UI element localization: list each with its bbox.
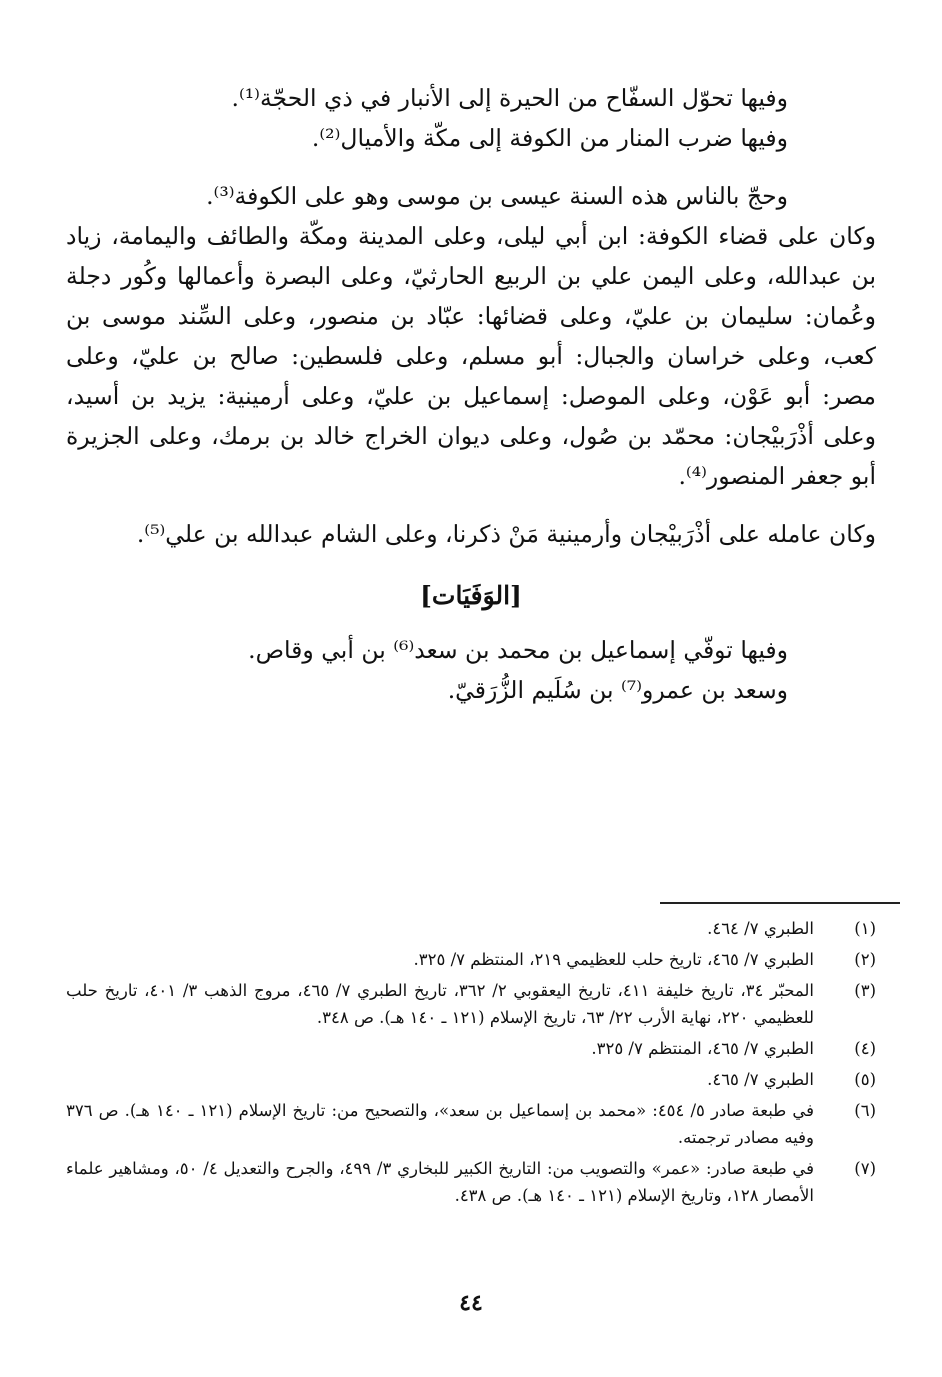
section-heading: [الوَفَيَات] xyxy=(420,581,522,610)
footnote-separator xyxy=(660,902,900,904)
footnote-7 xyxy=(66,1155,876,1209)
footnote-number: (٧) xyxy=(854,1159,876,1178)
footnote-number: (٥) xyxy=(854,1070,876,1089)
footnotes xyxy=(66,915,876,1213)
footnote-number: (٤) xyxy=(854,1039,876,1058)
footnote-text: في طبعة صادر ٥/ ٤٥٤: «محمد بن إسماعيل بن سعد»، والتصحيح من: تاريخ الإسلام (١٢١ ـ ١٤٠ هـ). ص ٣٧٦ وفيه مصادر ترجمته. xyxy=(66,1101,815,1147)
footnote-number: (٦) xyxy=(854,1101,876,1120)
footnote-number: (٣) xyxy=(854,981,876,1000)
paragraph-1: وفيها تحوّل السفّاح من الحيرة إلى الأنبار في ذي الحجّة⁽¹⁾. xyxy=(231,84,788,112)
paragraph-3: وحجّ بالناس هذه السنة عيسى بن موسى وهو على الكوفة⁽³⁾. xyxy=(206,182,788,210)
footnote-text: الطبري ٧/ ٤٦٥، تاريخ حلب للعظيمي ٢١٩، المنتظم ٧/ ٣٢٥. xyxy=(413,950,814,969)
death-line-2: وسعد بن عمرو⁽⁷⁾ بن سُلَيم الزُّرَقيّ. xyxy=(447,676,788,704)
footnote-2 xyxy=(66,946,876,973)
footnote-1 xyxy=(66,915,876,942)
paragraph-4: وكان على قضاء الكوفة: ابن أبي ليلى، وعلى المدينة ومكّة والطائف واليمامة، زياد بن عبدالله، وعلى اليمن علي بن الربيع الحارثيّ، وعلى البصرة وأعمالها وكُور دجلة وعُمان: سليمان بن عليّ، وعلى قضائها: عبّاد بن منصور، وعلى السِّند موسى بن كعب، وعلى خراسان والجبال: أبو مسلم، وعلى فلسطين: صالح بن عليّ، وعلى مصر: أبو عَوْن، وعلى الموصل: إسماعيل بن عليّ، وعلى أرمينية: يزيد بن أسيد، وعلى أذْرَبيْجان: محمّد بن صُول، وعلى ديوان الخراج خالد بن برمك، وعلى الجزيرة أبو جعفر المنصور⁽⁴⁾. xyxy=(66,222,876,490)
main-text xyxy=(66,78,876,710)
paragraph-2: وفيها ضرب المنار من الكوفة إلى مكّة والأميال⁽²⁾. xyxy=(311,124,788,152)
paragraph-5: وكان عامله على أذْرَبيْجان وأرمينية مَنْ ذكرنا، وعلى الشام عبدالله بن علي⁽⁵⁾. xyxy=(136,520,876,548)
footnote-text: الطبري ٧/ ٤٦٤. xyxy=(707,919,814,938)
death-line-1: وفيها توفّي إسماعيل بن محمد بن سعد⁽⁶⁾ بن أبي وقاص. xyxy=(248,636,788,664)
footnote-number: (١) xyxy=(854,919,876,938)
footnote-number: (٢) xyxy=(854,950,876,969)
footnote-4 xyxy=(66,1035,876,1062)
footnote-text: الطبري ٧/ ٤٦٥، المنتظم ٧/ ٣٢٥. xyxy=(591,1039,814,1058)
footnote-text: الطبري ٧/ ٤٦٥. xyxy=(707,1070,814,1089)
footnote-text: المحبّر ٣٤، تاريخ خليفة ٤١١، تاريخ اليعقوبي ٢/ ٣٦٢، تاريخ الطبري ٧/ ٤٦٥، مروج الذهب ٣/ ٤٠١، تاريخ حلب للعظيمي ٢٢٠، نهاية الأرب ٢٢/ ٦٣، تاريخ الإسلام (١٢١ ـ ١٤٠ هـ). ص ٣٤٨. xyxy=(66,981,815,1027)
footnote-6 xyxy=(66,1097,876,1151)
page-number: ٤٤ xyxy=(459,1290,483,1316)
footnote-text: في طبعة صادر: «عمر» والتصويب من: التاريخ الكبير للبخاري ٣/ ٤٩٩، والجرح والتعديل ٤/ ٥٠، ومشاهير علماء الأمصار ١٢٨، وتاريخ الإسلام (١٢١ ـ ١٤٠ هـ). ص ٤٣٨. xyxy=(66,1159,814,1205)
footnote-3 xyxy=(66,977,876,1031)
footnote-5 xyxy=(66,1066,876,1093)
